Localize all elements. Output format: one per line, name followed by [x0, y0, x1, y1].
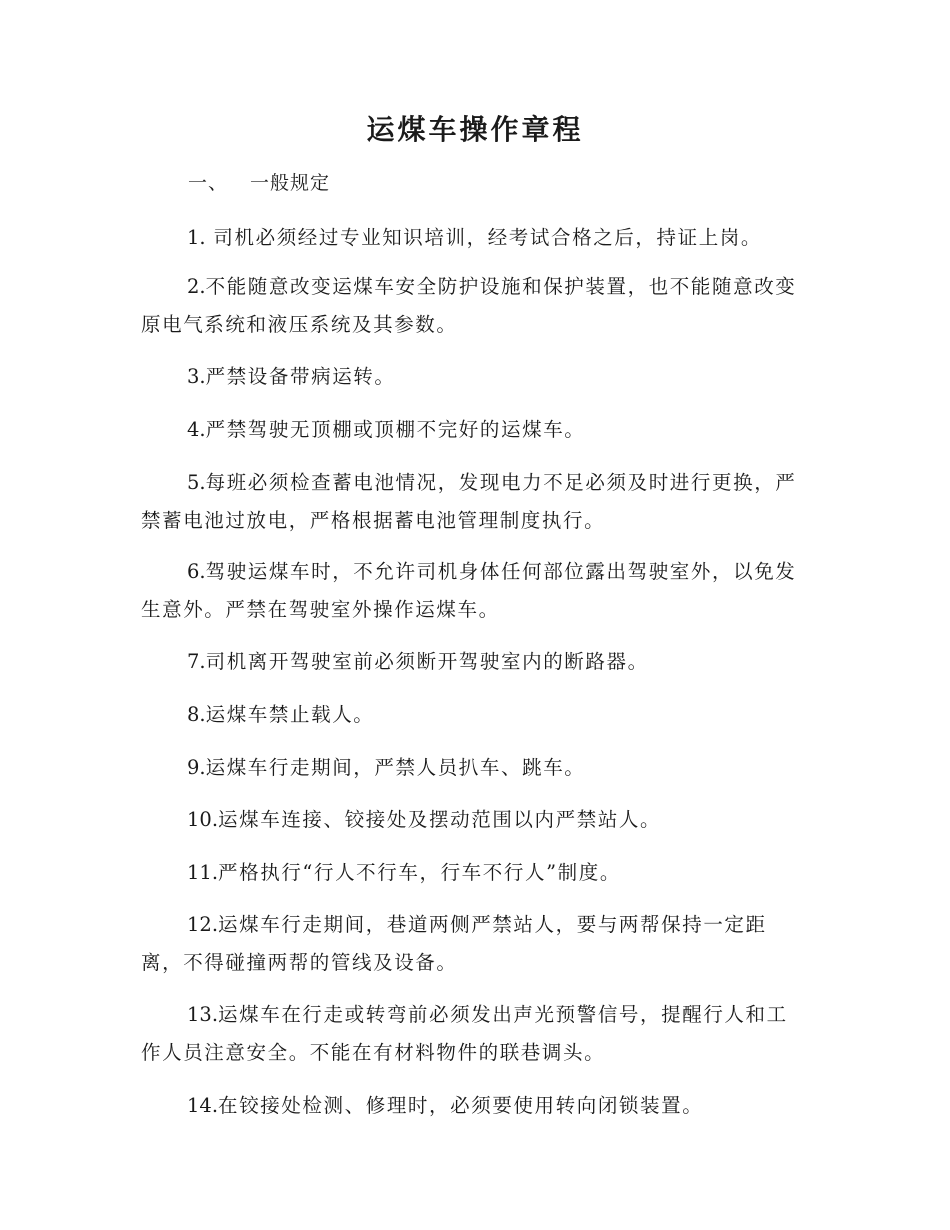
rule-text: 严禁驾驶无顶棚或顶棚不完好的运煤车。	[205, 418, 586, 441]
rule-text: 司机离开驾驶室前必须断开驾驶室内的断路器。	[205, 650, 649, 673]
rule-number: 13.	[187, 1003, 219, 1026]
rule-number: 8.	[187, 703, 206, 726]
rule-item-3	[141, 358, 807, 396]
rule-number: 1.	[187, 226, 206, 249]
rule-text: 运煤车行走期间，巷道两侧严禁站人，要与两帮保持一定距离，不得碰撞两帮的管线及设备。	[141, 913, 767, 974]
section-number: 一、	[188, 172, 229, 194]
rule-text: 严禁设备带病运转。	[205, 365, 396, 388]
rule-item-1	[141, 219, 807, 257]
section-heading-text: 一般规定	[250, 172, 331, 194]
rule-number: 7.	[187, 650, 206, 673]
rule-number: 5.	[187, 471, 206, 494]
rule-text: 运煤车行走期间，严禁人员扒车、跳车。	[205, 756, 586, 779]
rule-number: 12.	[187, 913, 219, 936]
rule-text: 司机必须经过专业知识培训，经考试合格之后，持证上岗。	[205, 226, 763, 249]
rule-number: 9.	[187, 756, 206, 779]
rule-item-9	[141, 749, 807, 787]
rule-text: 驾驶运煤车时，不允许司机身体任何部位露出驾驶室外，以免发生意外。严禁在驾驶室外操作运煤车。	[141, 560, 797, 621]
rule-item-14	[141, 1087, 807, 1125]
rule-number: 14.	[187, 1094, 219, 1117]
rule-item-7	[141, 643, 807, 681]
rule-item-10	[141, 801, 807, 839]
rule-number: 6.	[187, 560, 206, 583]
rule-number: 11.	[187, 861, 219, 884]
rule-item-5	[141, 464, 807, 540]
section-heading	[188, 168, 330, 198]
rule-number: 10.	[187, 808, 219, 831]
rule-item-13	[141, 996, 807, 1072]
rule-item-6	[141, 553, 807, 629]
rule-number: 3.	[187, 365, 206, 388]
rule-item-11	[141, 854, 807, 892]
rule-text: 在铰接处检测、修理时，必须要使用转向闭锁装置。	[218, 1094, 704, 1117]
rule-text: 每班必须检查蓄电池情况，发现电力不足必须及时进行更换，严禁蓄电池过放电，严格根据蓄电池管理制度执行。	[141, 471, 797, 532]
rule-item-12	[141, 906, 807, 982]
rule-text: 运煤车连接、铰接处及摆动范围以内严禁站人。	[218, 808, 662, 831]
rule-number: 2.	[187, 275, 206, 298]
rule-item-2	[141, 268, 807, 344]
rule-text: 运煤车禁止载人。	[205, 703, 375, 726]
rule-text: 严格执行“行人不行车，行车不行人”制度。	[218, 861, 621, 884]
document-title: 运煤车操作章程	[366, 113, 584, 146]
rule-text: 运煤车在行走或转弯前必须发出声光预警信号，提醒行人和工作人员注意安全。不能在有材料物件的联巷调头。	[141, 1003, 788, 1064]
rule-number: 4.	[187, 418, 206, 441]
rule-item-8	[141, 696, 807, 734]
rule-item-4	[141, 411, 807, 449]
rule-text: 不能随意改变运煤车安全防护设施和保护装置，也不能随意改变原电气系统和液压系统及其参数。	[141, 275, 797, 336]
